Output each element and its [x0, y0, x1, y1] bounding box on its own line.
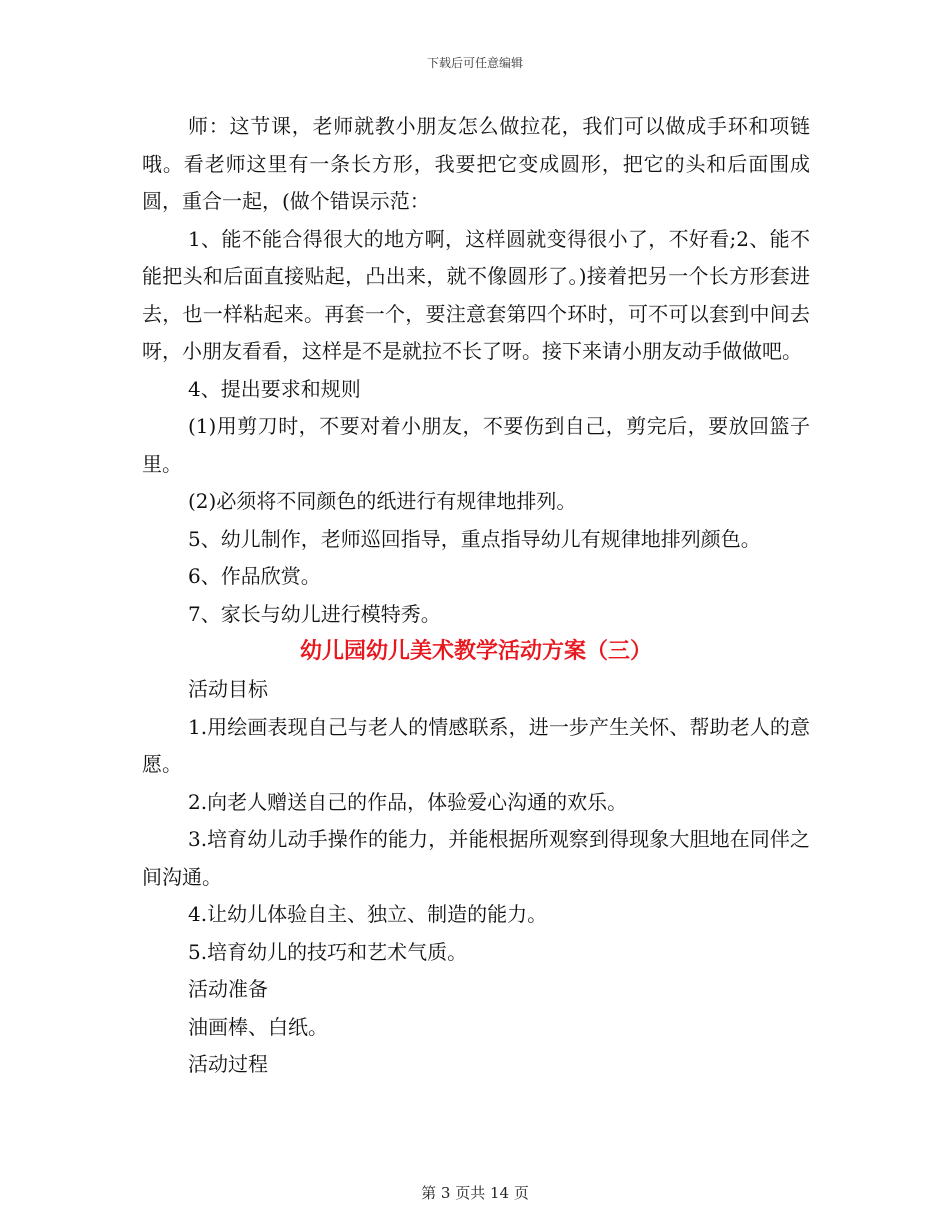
paragraph: 4.让幼儿体验自主、独立、制造的能力。: [188, 902, 548, 926]
paragraph: 油画棒、白纸。: [188, 1014, 328, 1039]
paragraph: 4、提出要求和规则: [188, 376, 361, 401]
document-body: [142, 108, 810, 1084]
paragraph: 5.培育幼儿的技巧和艺术气质。: [188, 939, 468, 964]
paragraph: 3.培育幼儿动手操作的能力，并能根据所观察到得现象大胆地在同伴之间沟通。: [142, 827, 810, 889]
paragraph: 2.向老人赠送自己的作品，体验爱心沟通的欢乐。: [188, 789, 628, 814]
paragraph: 6、作品欣赏。: [188, 564, 321, 588]
paragraph: (2)必须将不同颜色的纸进行有规律地排列。: [188, 489, 577, 513]
paragraph: 活动过程: [188, 1052, 268, 1076]
paragraph: 活动准备: [188, 977, 268, 1001]
section-title: 幼儿园幼儿美术教学活动方案（三）: [299, 639, 652, 664]
paragraph: 5、幼儿制作，老师巡回指导，重点指导幼儿有规律地排列颜色。: [188, 526, 761, 551]
page-number: 第 3 页共 14 页: [421, 1184, 529, 1202]
paragraph: 活动目标: [188, 677, 268, 701]
paragraph: (1)用剪刀时，不要对着小朋友，不要伤到自己，剪完后，要放回篮子里。: [142, 414, 810, 476]
page-header: 下载后可任意编辑: [426, 56, 523, 70]
paragraph: 1、能不能合得很大的地方啊，这样圆就变得很小了，不好看;2、能不能把头和后面直接贴起，凸出来，就不像圆形了。)接着把另一个长方形套进去，也一样粘起来。再套一个，要注意套第四个环时，可不可以套到中间去呀，小朋友看看，这样是不是就拉不长了呀。接下来请小朋友动手做做吧。: [142, 226, 810, 363]
paragraph: 7、家长与幼儿进行模特秀。: [188, 601, 441, 626]
paragraph: 1.用绘画表现自己与老人的情感联系，进一步产生关怀、帮助老人的意愿。: [142, 714, 810, 776]
paragraph: 师：这节课，老师就教小朋友怎么做拉花，我们可以做成手环和项链哦。看老师这里有一条长方形，我要把它变成圆形，把它的头和后面围成圆，重合一起，(做个错误示范：: [142, 114, 810, 213]
